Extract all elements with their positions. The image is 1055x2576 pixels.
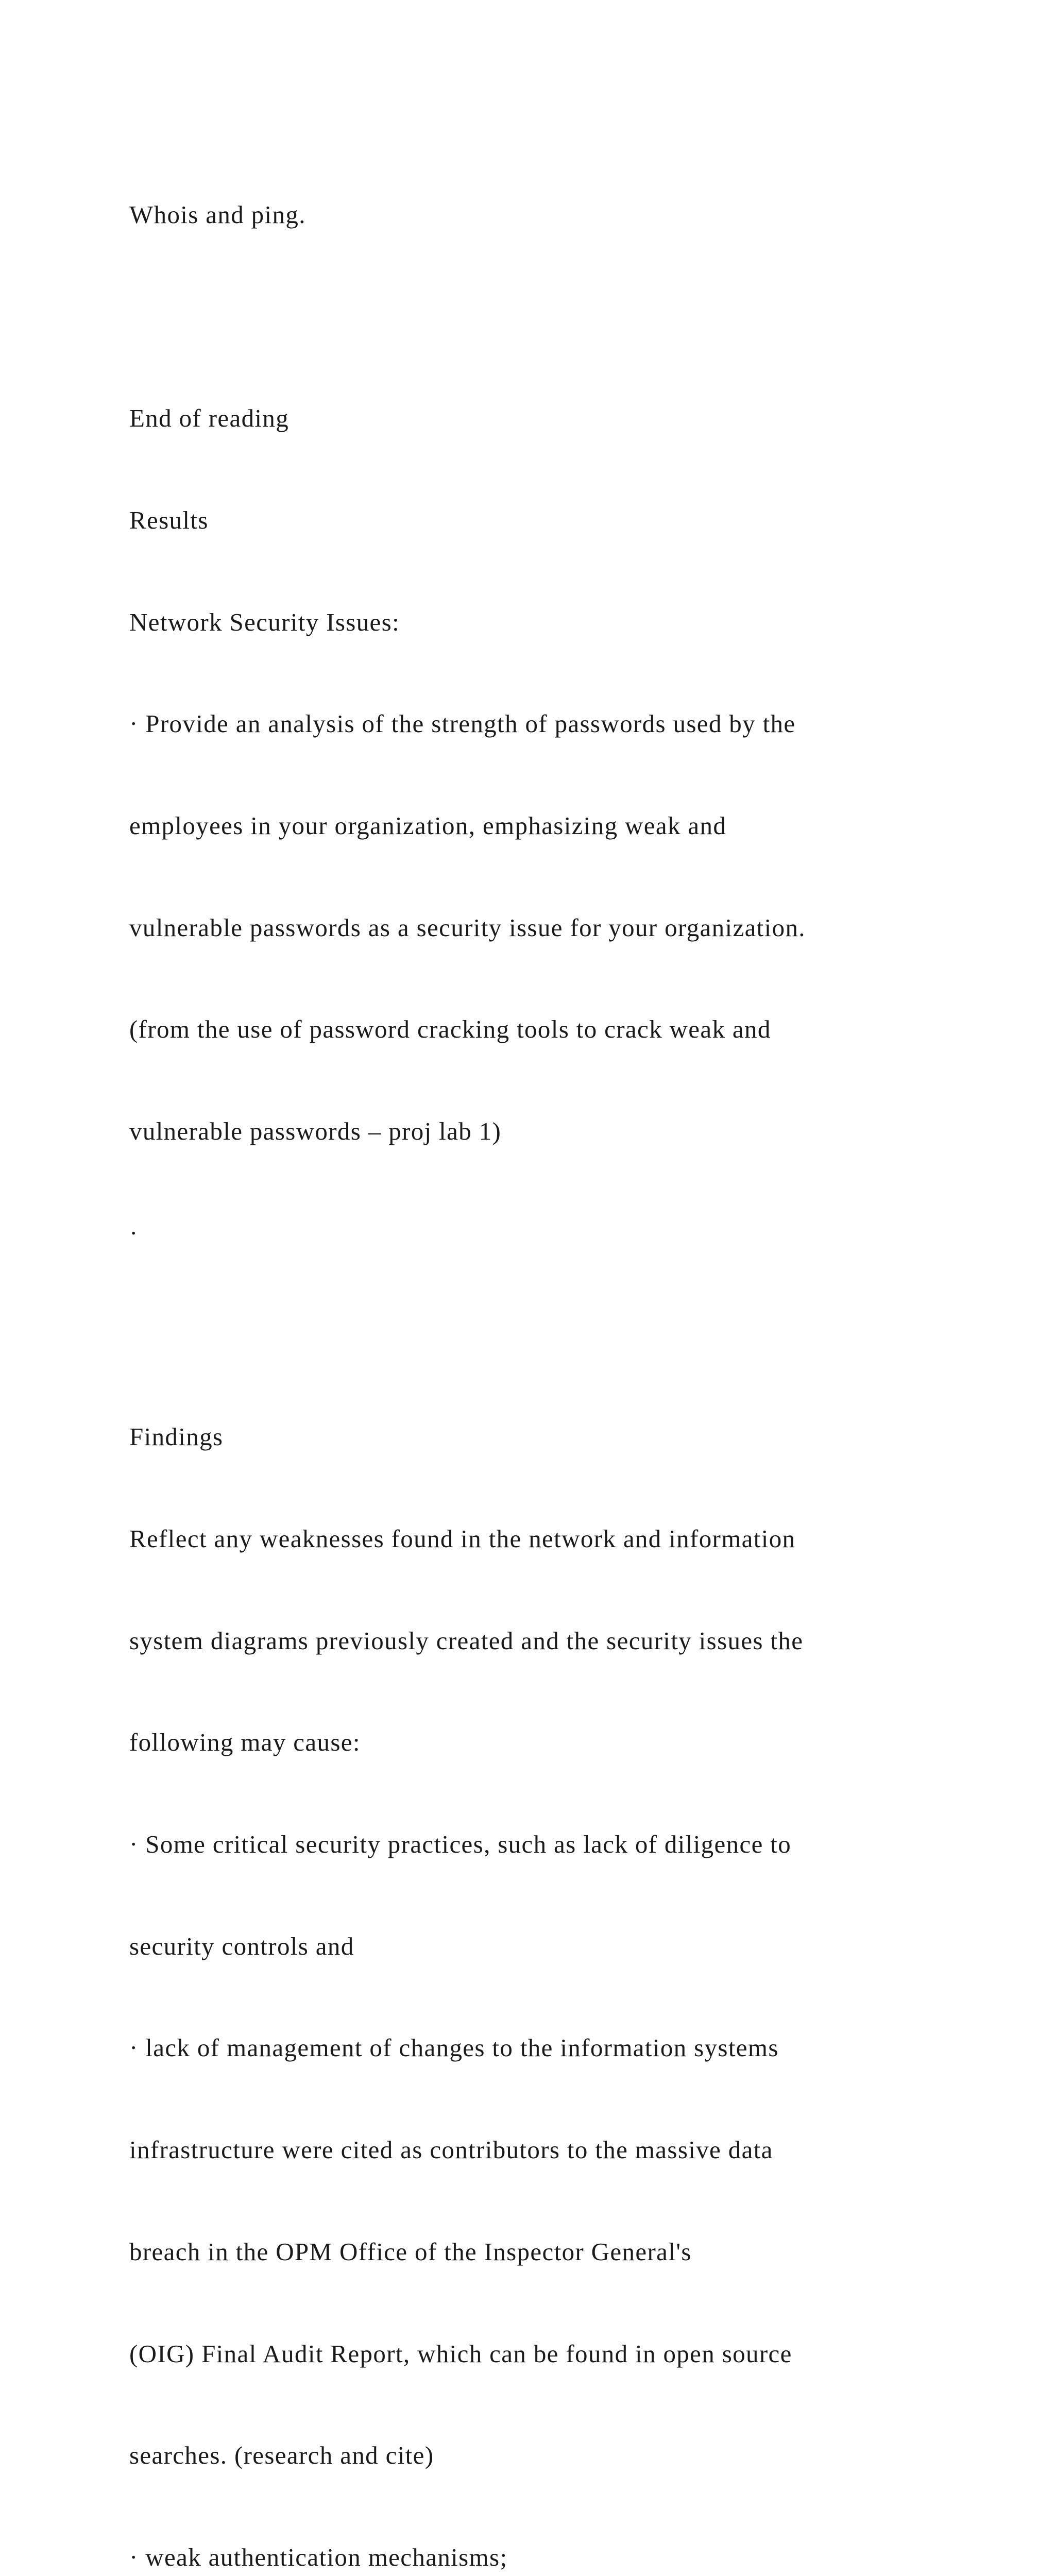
text-line: infrastructure were cited as contributors to the massive data [129,2136,773,2164]
text-line: breach in the OPM Office of the Inspector General's [129,2237,692,2266]
text-line: End of reading [129,404,290,433]
blank-line [129,1318,1026,1352]
text-line: employees in your organization, emphasizing weak and [129,811,727,840]
section-heading-findings: Findings [129,1422,224,1451]
section-heading-results: Results [129,505,209,534]
text-line: Reflect any weaknesses found in the network and information [129,1524,796,1553]
bullet-item-line: · weak authentication mechanisms; [129,2543,508,2571]
document-body [129,130,1026,2576]
text-line: Whois and ping. [129,200,306,229]
blank-line [129,300,1026,334]
bullet-item-line: · [129,1218,139,1247]
text-line: (from the use of password cracking tools to crack weak and [129,1015,771,1044]
bullet-item-line: · Some critical security practices, such as lack of diligence to [129,1830,792,1859]
text-line: vulnerable passwords – proj lab 1) [129,1117,502,1146]
text-line: searches. (research and cite) [129,2441,434,2470]
subheading-network-security-issues: Network Security Issues: [129,607,400,636]
text-line: (OIG) Final Audit Report, which can be found in open source [129,2339,792,2368]
text-line: vulnerable passwords as a security issue for your organization. [129,913,806,942]
text-line: security controls and [129,1931,354,1960]
text-line: system diagrams previously created and the security issues the [129,1626,804,1655]
bullet-item-line: · Provide an analysis of the strength of passwords used by the [129,709,796,738]
bullet-item-line: · lack of management of changes to the information systems [129,2033,779,2062]
text-line: following may cause: [129,1728,361,1757]
